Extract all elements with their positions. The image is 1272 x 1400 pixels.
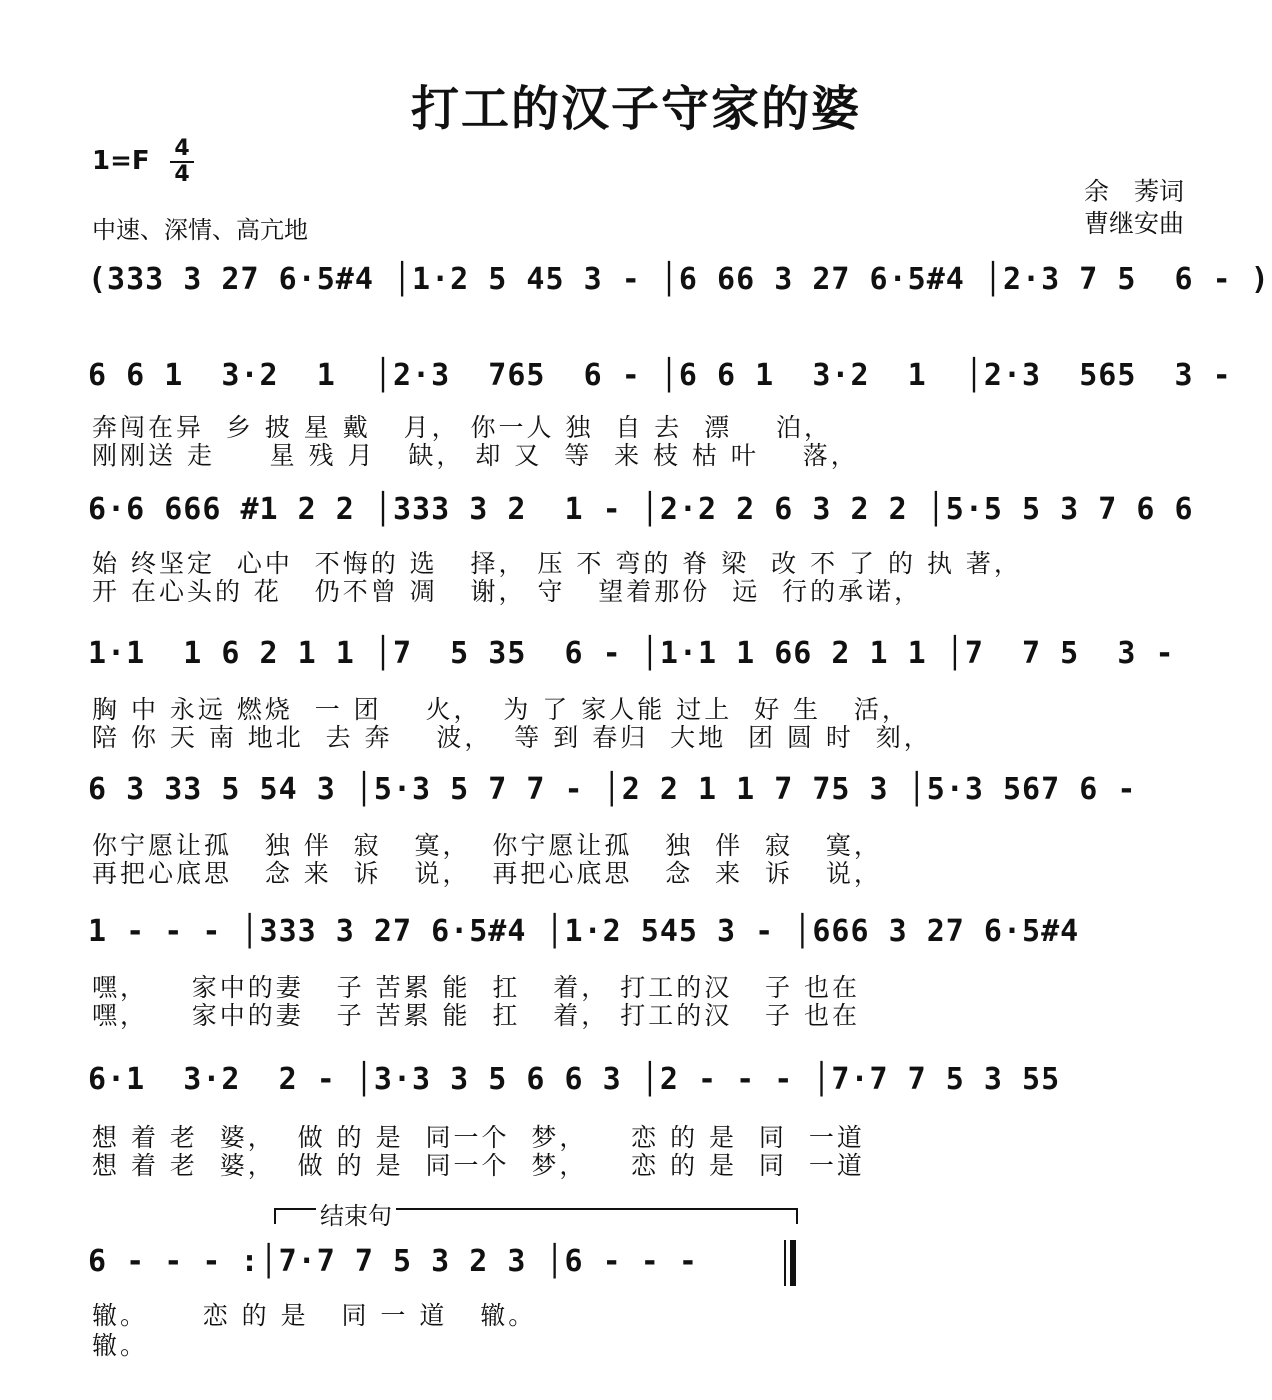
notes-line: 6·6 666 #1 2 2 │333 3 2 1 - │2·2 2 6 3 2 2 │5·5 5 3 7 6 6 [88,492,1194,527]
page-title: 打工的汉子守家的婆 [410,81,861,137]
final-barline-thick [790,1240,796,1286]
lyric-line: 胸 中 永远 燃烧 一 团 火， 为 了 家人能 过上 好 生 活， [92,695,910,724]
composer: 曹继安曲 [1083,209,1184,238]
lyric-line: 开 在心头的 花 仍不曾 凋 谢， 守 望着那份 远 行的承诺， [92,577,923,606]
lyric-line: 想 着 老 婆， 做 的 是 同一个 梦， 恋 的 是 同 一道 [92,1151,865,1180]
notes-line: 6·1 3·2 2 - │3·3 3 5 6 6 3 │2 - - - │7·7 7 5 3 55 [88,1062,1061,1097]
notes-line: (333 3 27 6·5#4 │1·2 5 45 3 - │6 66 3 27 6·5#4 │2·3 7 5 6 - ) [88,262,1270,297]
notes-line: 6 6 1 3·2 1 │2·3 765 6 - │6 6 1 3·2 1 │2·3 565 3 - [88,358,1232,393]
lyric-line: 始 终坚定 心中 不悔的 选 择， 压 不 弯的 脊 梁 改 不 了 的 执 著， [92,549,1022,578]
time-bottom: 4 [174,162,190,187]
lyric-line: 刚刚送 走 星 残 月 缺， 却 又 等 来 枝 枯 叶 落， [92,441,859,470]
lyric-line: 嘿， 家中的妻 子 苦累 能 扛 着， 打工的汉 子 也在 [92,1001,860,1030]
notes-line: 6 - - - :│7·7 7 5 3 2 3 │6 - - - [88,1244,698,1279]
lyric-line: 想 着 老 婆， 做 的 是 同一个 梦， 恋 的 是 同 一道 [92,1123,865,1152]
time-top: 4 [174,136,190,161]
notes-line: 6 3 33 5 54 3 │5·3 5 7 7 - │2 2 1 1 7 75 3 │5·3 567 6 - [88,772,1137,807]
notes-line: 1 - - - │333 3 27 6·5#4 │1·2 545 3 - │666 3 27 6·5#4 [88,914,1080,949]
lyric-line: 陪 你 天 南 地北 去 奔 波， 等 到 春归 大地 团 圆 时 刻， [92,723,932,752]
lyric-line: 辙。 [92,1331,149,1360]
ending-label: 结束句 [316,1196,396,1231]
key-signature: 1=F [92,146,150,176]
lyricist: 余 莠词 [1083,177,1184,206]
final-barline-thin [784,1240,786,1286]
lyric-line: 辙。 恋 的 是 同 一 道 辙。 [92,1301,537,1330]
tempo-marking: 中速、深情、高亢地 [92,216,308,244]
lyric-line: 你宁愿让孤 独 伴 寂 寞， 你宁愿让孤 独 伴 寂 寞， [92,831,882,860]
lyric-line: 奔闯在异 乡 披 星 戴 月， 你一人 独 自 去 漂 泊， [92,413,832,442]
time-signature [170,138,194,186]
lyric-line: 嘿， 家中的妻 子 苦累 能 扛 着， 打工的汉 子 也在 [92,973,860,1002]
lyric-line: 再把心底思 念 来 诉 说， 再把心底思 念 来 诉 说， [92,859,882,888]
notes-line: 1·1 1 6 2 1 1 │7 5 35 6 - │1·1 1 66 2 1 1 │7 7 5 3 - [88,636,1175,671]
notation-row-1 [88,262,1270,334]
